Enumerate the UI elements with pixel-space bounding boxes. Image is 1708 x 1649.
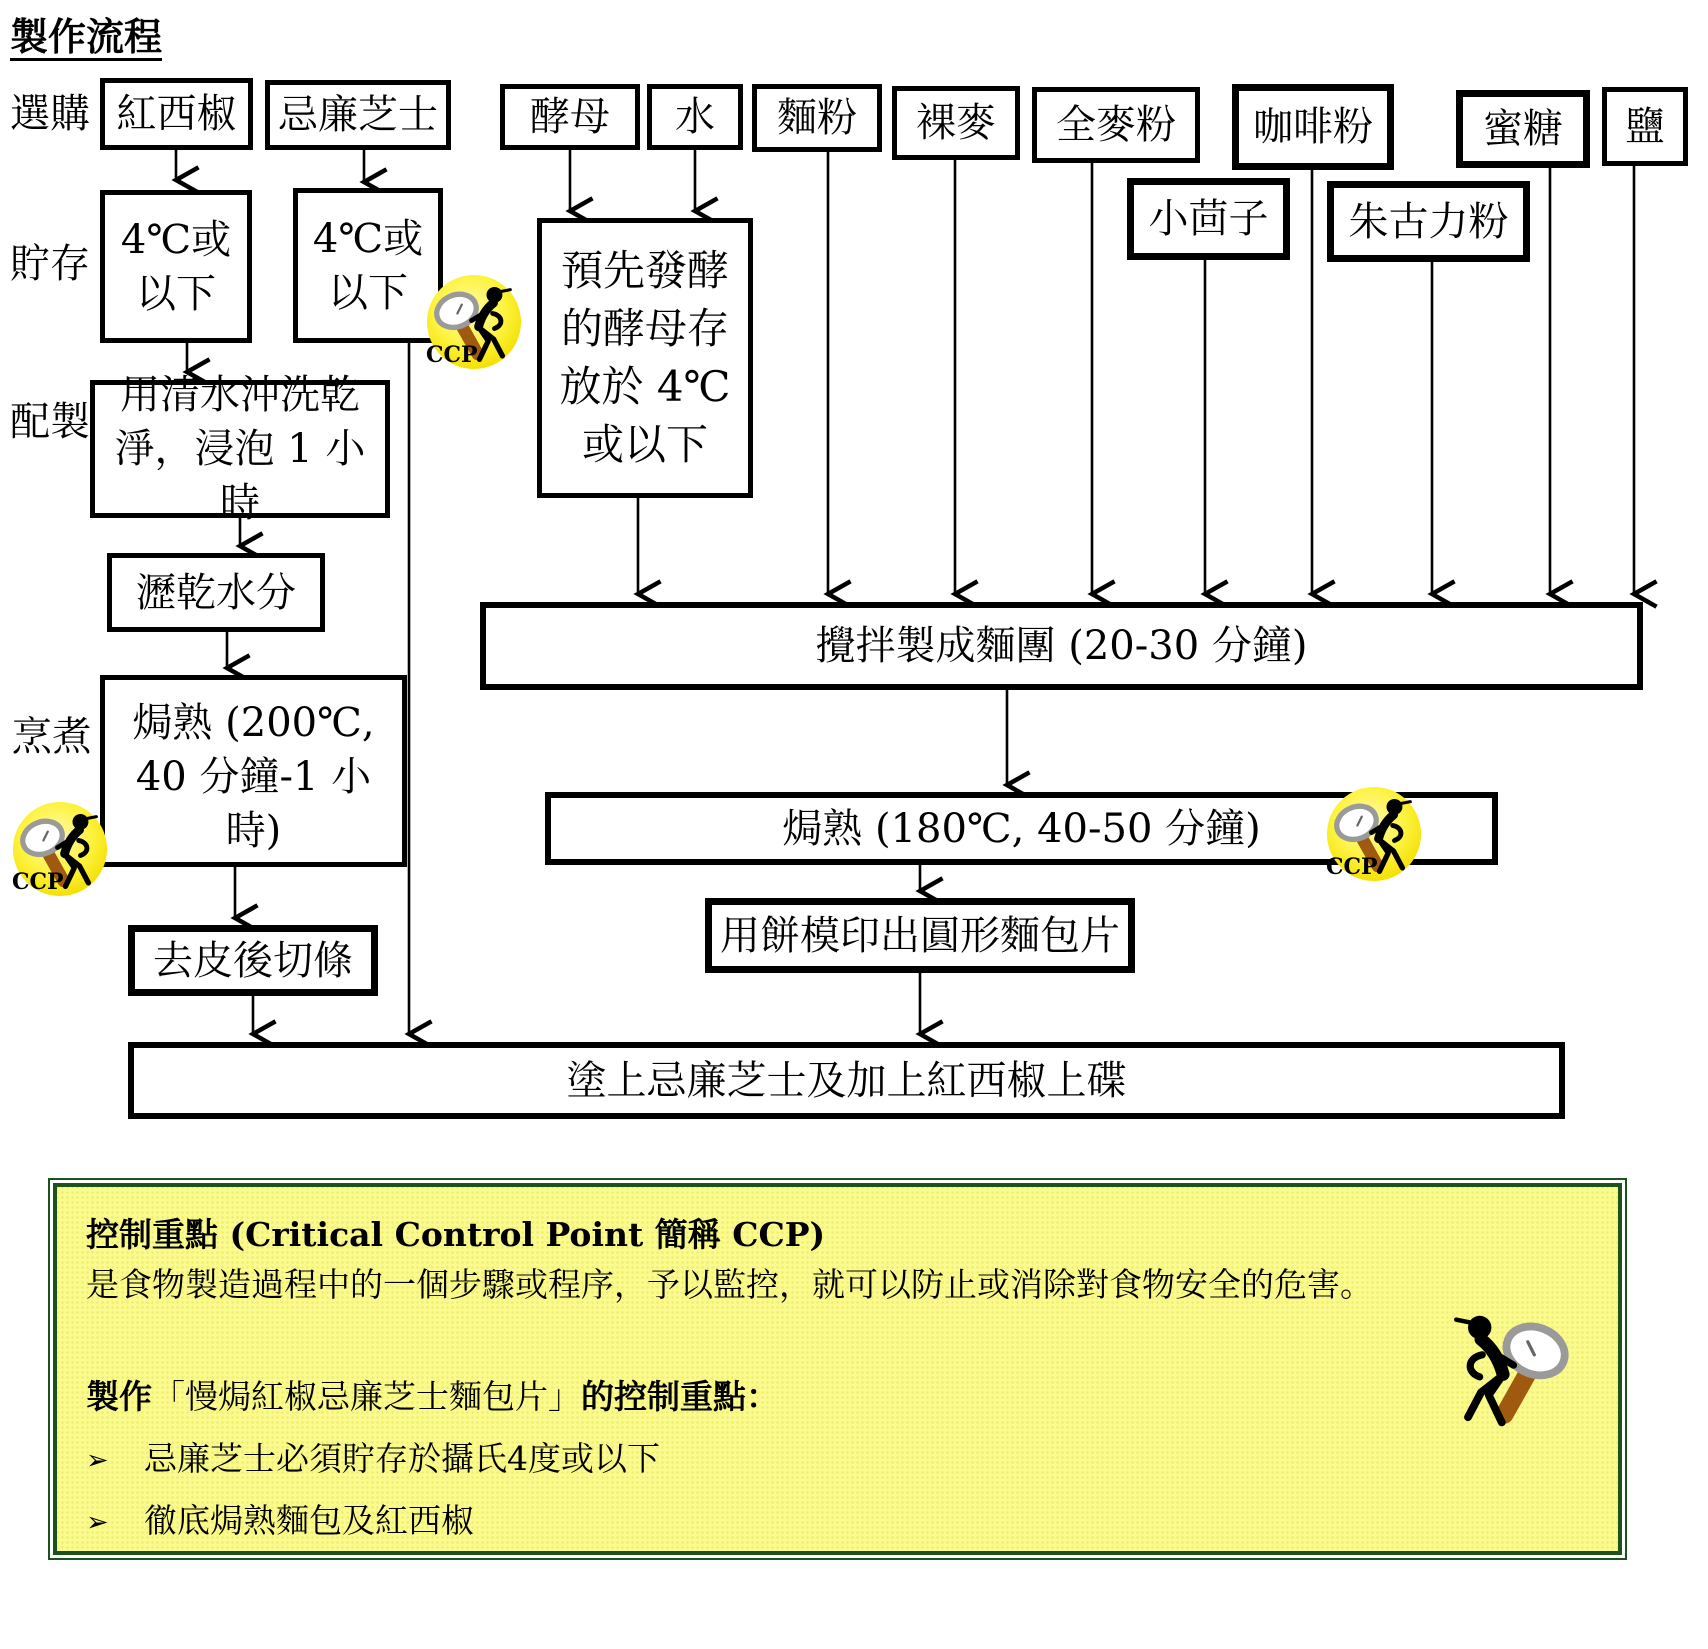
ccp-badge-storage <box>426 274 522 370</box>
making-quoted: 「慢焗紅椒忌廉芝士麵包片」 <box>152 1377 581 1416</box>
stage-label-store: 貯存 <box>10 241 90 287</box>
node-cream-cheese: 忌廉芝士 <box>265 80 451 150</box>
bullet-text: 徹底焗熟麵包及紅西椒 <box>144 1501 474 1540</box>
ccp-label: CCP <box>12 869 64 895</box>
stage-label-cook: 烹煮 <box>12 714 92 760</box>
node-red-pepper: 紅西椒 <box>100 78 253 150</box>
ccp-label: CCP <box>1326 854 1378 880</box>
node-coffee: 咖啡粉 <box>1232 84 1394 170</box>
node-chocolate: 朱古力粉 <box>1327 181 1530 262</box>
making-prefix: 製作 <box>86 1377 152 1416</box>
node-yeast: 酵母 <box>500 84 640 150</box>
info-bullet-1 <box>86 1438 660 1481</box>
bullet-text: 忌廉芝士必須貯存於攝氏4度或以下 <box>144 1439 660 1478</box>
node-bake-200: 焗熟 (200℃, 40 分鐘-1 小時) <box>100 675 407 867</box>
stage-label-buy: 選購 <box>10 91 90 137</box>
node-whole-wheat: 全麥粉 <box>1032 87 1200 163</box>
node-pre-ferment: 預先發酵的酵母存放於 4℃ 或以下 <box>537 218 753 498</box>
node-flour: 麵粉 <box>752 84 882 152</box>
node-honey: 蜜糖 <box>1456 90 1590 168</box>
bullet-arrow-icon: ➢ <box>86 1507 109 1539</box>
ccp-label: CCP <box>426 342 478 368</box>
ccp-info-box <box>48 1178 1627 1560</box>
node-peel-cut: 去皮後切條 <box>128 925 378 996</box>
page-title: 製作流程 <box>10 14 163 59</box>
node-salt: 鹽 <box>1602 87 1688 166</box>
info-description: 是食物製造過程中的一個步驟或程序，予以監控，就可以防止或消除對食物安全的危害。 <box>86 1265 1373 1304</box>
info-bullet-2 <box>86 1500 474 1543</box>
stage-label-prep: 配製 <box>10 399 90 445</box>
node-plate: 塗上忌廉芝士及加上紅西椒上碟 <box>128 1042 1565 1119</box>
node-mold: 用餅模印出圓形麵包片 <box>705 898 1135 973</box>
info-heading: 控制重點 (Critical Control Point 簡稱 CCP) <box>86 1215 826 1254</box>
making-suffix: 的控制重點： <box>581 1377 779 1416</box>
node-rye: 裸麥 <box>892 86 1020 160</box>
node-bake-180: 焗熟 (180℃, 40-50 分鐘) <box>545 792 1498 865</box>
node-drain: 瀝乾水分 <box>107 553 325 632</box>
node-mix: 攪拌製成麵團 (20-30 分鐘) <box>480 602 1643 690</box>
ccp-badge-bake-bread <box>1326 786 1422 882</box>
node-water: 水 <box>647 84 743 150</box>
ccp-badge-bake-pepper <box>12 801 108 897</box>
node-caraway: 小茴子 <box>1127 178 1290 260</box>
info-making-line <box>86 1376 779 1419</box>
bullet-arrow-icon: ➢ <box>86 1445 109 1477</box>
node-store-cheese: 4℃或以下 <box>293 188 443 343</box>
node-rinse: 用清水沖洗乾淨，浸泡 1 小時 <box>90 380 390 518</box>
node-store-pepper: 4℃或以下 <box>100 190 252 343</box>
magnifier-man-figure <box>1418 1308 1596 1438</box>
